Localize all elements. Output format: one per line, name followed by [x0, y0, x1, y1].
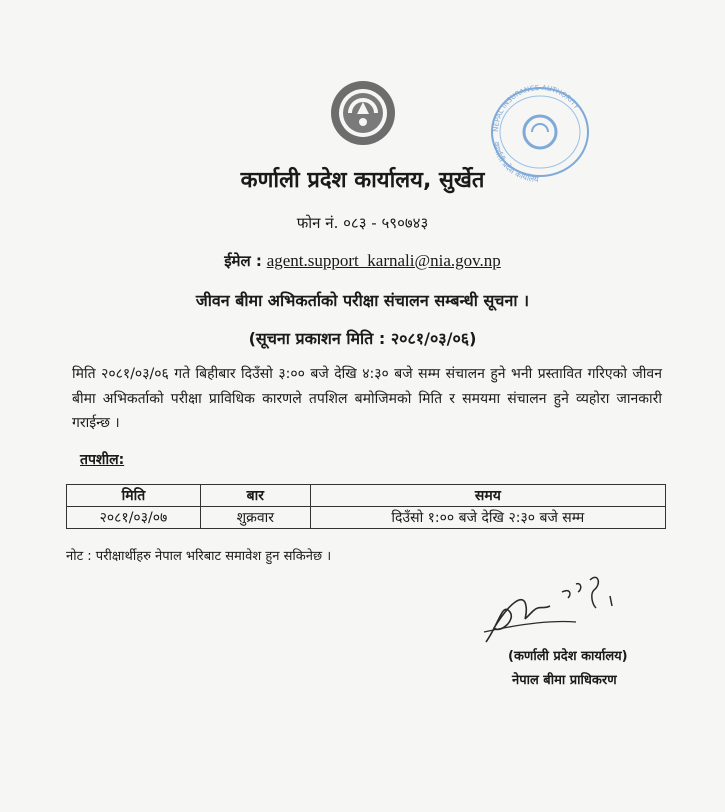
stamp-bottom-text: कर्णाली प्रदेश कार्यालय	[491, 141, 539, 182]
insurance-authority-logo	[328, 78, 398, 148]
email-label: ईमेल :	[224, 252, 262, 270]
notice-subject: जीवन बीमा अभिकर्ताको परीक्षा संचालन सम्बन्धी सूचना ।	[195, 291, 530, 310]
office-title: कर्णाली प्रदेश कार्यालय, सुर्खेत	[240, 168, 485, 193]
email-address-link[interactable]: agent.support_karnali@nia.gov.np	[266, 251, 501, 270]
schedule-table	[66, 484, 666, 529]
notice-publish-date: (सूचना प्रकाशन मिति : २०८१/०३/०६)	[248, 329, 477, 348]
stamp-top-text: NEPAL INSURANCE AUTHORITY	[491, 83, 581, 133]
signature-office: (कर्णाली प्रदेश कार्यालय)	[508, 649, 628, 664]
column-header-date: मिति	[67, 485, 201, 507]
phone-number: फोन नं. ०८३ - ५९०७४३	[296, 214, 429, 232]
handwritten-signature	[480, 562, 640, 648]
notice-body: मिति २०८१/०३/०६ गते बिहीबार दिउँसो ३:०० बजे देखि ४:३० बजे सम्म संचालन हुने भनी प्रस्तावित गरिएको जीवन बीमा अभिकर्ताको परीक्षा प्राविधिक कारणले तपशिल बमोजिमको मिति र समयमा संचालन हुने व्यहोरा जानकारी गराईन्छ ।	[72, 366, 662, 431]
column-header-time: समय	[310, 485, 665, 507]
cell-time: दिउँसो १:०० बजे देखि २:३० बजे सम्म	[310, 507, 665, 529]
table-header-row	[67, 485, 666, 507]
details-heading: तपशील:	[80, 452, 125, 468]
cell-day: शुक्रवार	[200, 507, 310, 529]
note-text: नोट : परीक्षार्थीहरु नेपाल भरिबाट समावेश हुन सकिनेछ ।	[66, 549, 332, 564]
column-header-day: बार	[200, 485, 310, 507]
email-row	[0, 251, 725, 271]
signature-authority: नेपाल बीमा प्राधिकरण	[512, 673, 617, 688]
cell-date: २०८१/०३/०७	[67, 507, 201, 529]
table-row	[67, 507, 666, 529]
